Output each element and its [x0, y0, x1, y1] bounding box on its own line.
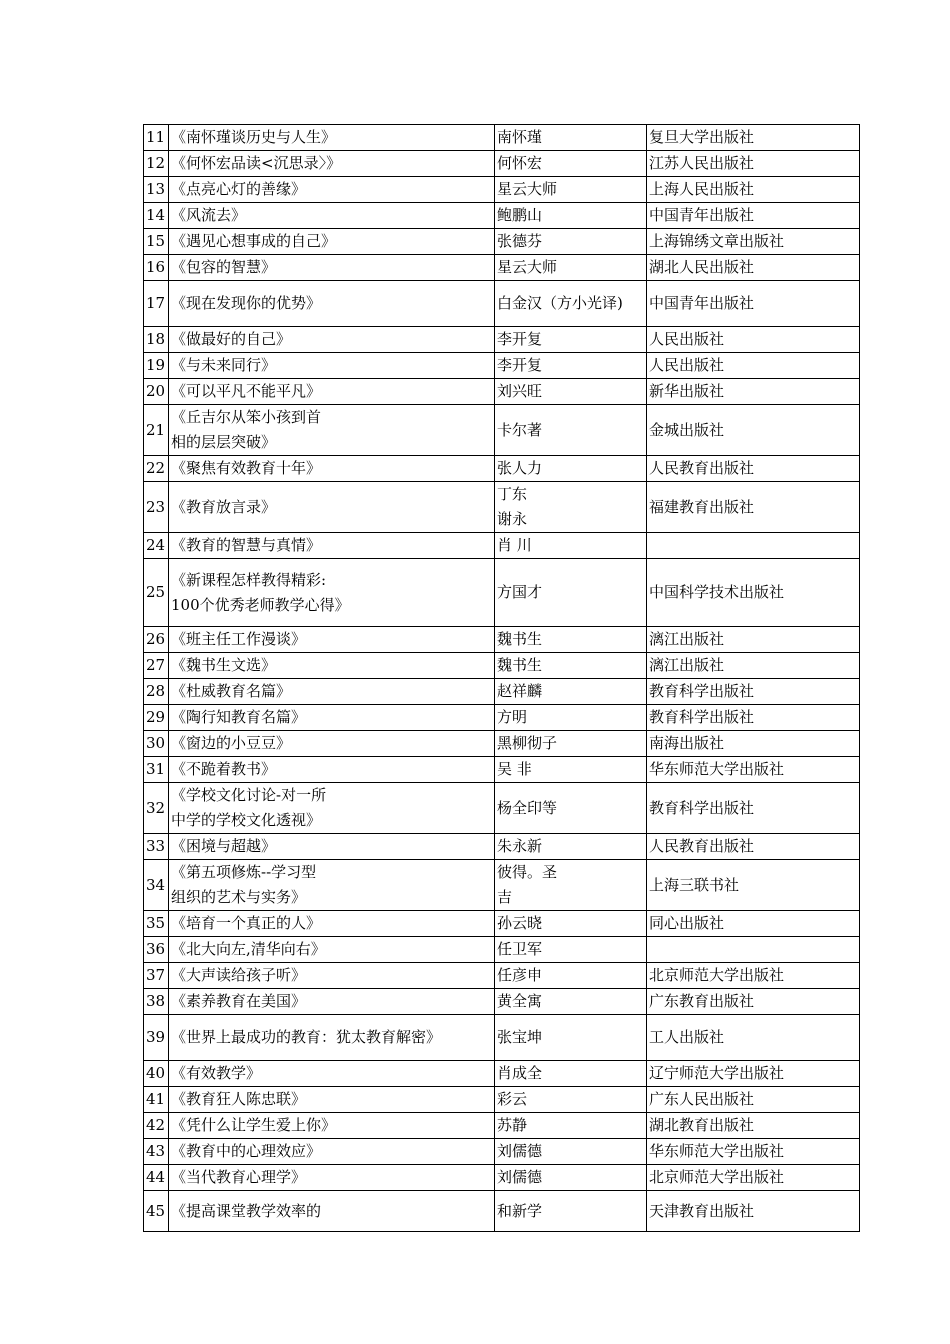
book-title: 《教育中的心理效应》: [169, 1139, 495, 1165]
book-title: 《提高课堂教学效率的: [169, 1191, 495, 1232]
book-author: 方国才: [495, 559, 647, 627]
book-list-body: [144, 125, 860, 1232]
book-number: 31: [144, 757, 169, 783]
table-row: [144, 989, 860, 1015]
book-title: 《有效教学》: [169, 1061, 495, 1087]
book-title: 《点亮心灯的善缘》: [169, 177, 495, 203]
book-publisher: 教育科学出版社: [647, 679, 860, 705]
book-number: 32: [144, 783, 169, 834]
book-publisher: 人民教育出版社: [647, 834, 860, 860]
book-author: 方明: [495, 705, 647, 731]
table-row: [144, 783, 860, 834]
book-author: 李开复: [495, 327, 647, 353]
book-number: 17: [144, 281, 169, 327]
book-author: 任彦申: [495, 963, 647, 989]
table-row: [144, 125, 860, 151]
book-author: 卡尔著: [495, 405, 647, 456]
book-author: 朱永新: [495, 834, 647, 860]
table-row: [144, 255, 860, 281]
book-title: 《新课程怎样教得精彩: 100个优秀老师教学心得》: [169, 559, 495, 627]
book-publisher: 工人出版社: [647, 1015, 860, 1061]
book-list-table: [143, 124, 860, 1232]
book-number: 26: [144, 627, 169, 653]
book-publisher: [647, 937, 860, 963]
table-row: [144, 203, 860, 229]
book-title: 《可以平凡不能平凡》: [169, 379, 495, 405]
table-row: [144, 705, 860, 731]
book-number: 41: [144, 1087, 169, 1113]
book-title: 《魏书生文选》: [169, 653, 495, 679]
book-publisher: 上海人民出版社: [647, 177, 860, 203]
book-number: 42: [144, 1113, 169, 1139]
book-number: 22: [144, 456, 169, 482]
table-row: [144, 1113, 860, 1139]
book-author: 刘兴旺: [495, 379, 647, 405]
book-publisher: 同心出版社: [647, 911, 860, 937]
book-number: 15: [144, 229, 169, 255]
book-author: 星云大师: [495, 177, 647, 203]
book-number: 12: [144, 151, 169, 177]
table-row: [144, 151, 860, 177]
book-number: 21: [144, 405, 169, 456]
book-title: 《南怀瑾谈历史与人生》: [169, 125, 495, 151]
book-author: 彼得。圣 吉: [495, 860, 647, 911]
table-row: [144, 911, 860, 937]
book-publisher: 漓江出版社: [647, 653, 860, 679]
book-author: 张人力: [495, 456, 647, 482]
book-author: 肖成全: [495, 1061, 647, 1087]
table-row: [144, 379, 860, 405]
book-number: 24: [144, 533, 169, 559]
book-publisher: 中国青年出版社: [647, 281, 860, 327]
book-author: 丁东 谢永: [495, 482, 647, 533]
book-publisher: 福建教育出版社: [647, 482, 860, 533]
book-author: 星云大师: [495, 255, 647, 281]
table-row: [144, 1015, 860, 1061]
book-author: 刘儒德: [495, 1139, 647, 1165]
book-author: 苏静: [495, 1113, 647, 1139]
book-title: 《北大向左,清华向右》: [169, 937, 495, 963]
book-title: 《杜威教育名篇》: [169, 679, 495, 705]
book-author: 魏书生: [495, 653, 647, 679]
book-number: 27: [144, 653, 169, 679]
book-title: 《困境与超越》: [169, 834, 495, 860]
book-number: 36: [144, 937, 169, 963]
book-author: 肖 川: [495, 533, 647, 559]
book-author: 张宝坤: [495, 1015, 647, 1061]
book-publisher: [647, 533, 860, 559]
book-publisher: 教育科学出版社: [647, 705, 860, 731]
book-title: 《包容的智慧》: [169, 255, 495, 281]
book-number: 33: [144, 834, 169, 860]
book-title: 《教育的智慧与真情》: [169, 533, 495, 559]
book-publisher: 北京师范大学出版社: [647, 1165, 860, 1191]
book-publisher: 人民出版社: [647, 353, 860, 379]
book-title: 《风流去》: [169, 203, 495, 229]
book-publisher: 金城出版社: [647, 405, 860, 456]
book-publisher: 南海出版社: [647, 731, 860, 757]
book-publisher: 广东教育出版社: [647, 989, 860, 1015]
table-row: [144, 482, 860, 533]
book-title: 《丘吉尔从笨小孩到首 相的层层突破》: [169, 405, 495, 456]
book-title: 《第五项修炼--学习型 组织的艺术与实务》: [169, 860, 495, 911]
book-title: 《不跪着教书》: [169, 757, 495, 783]
book-title: 《窗边的小豆豆》: [169, 731, 495, 757]
book-title: 《做最好的自己》: [169, 327, 495, 353]
book-title: 《素养教育在美国》: [169, 989, 495, 1015]
book-title: 《学校文化讨论-对一所 中学的学校文化透视》: [169, 783, 495, 834]
book-number: 14: [144, 203, 169, 229]
book-publisher: 上海锦绣文章出版社: [647, 229, 860, 255]
book-number: 11: [144, 125, 169, 151]
table-row: [144, 834, 860, 860]
book-author: 魏书生: [495, 627, 647, 653]
book-publisher: 人民教育出版社: [647, 456, 860, 482]
table-row: [144, 533, 860, 559]
book-author: 和新学: [495, 1191, 647, 1232]
book-author: 杨全印等: [495, 783, 647, 834]
book-publisher: 中国科学技术出版社: [647, 559, 860, 627]
book-title: 《培育一个真正的人》: [169, 911, 495, 937]
book-author: 李开复: [495, 353, 647, 379]
book-title: 《陶行知教育名篇》: [169, 705, 495, 731]
book-number: 18: [144, 327, 169, 353]
book-author: 黑柳彻子: [495, 731, 647, 757]
book-number: 34: [144, 860, 169, 911]
book-publisher: 教育科学出版社: [647, 783, 860, 834]
table-row: [144, 559, 860, 627]
book-publisher: 人民出版社: [647, 327, 860, 353]
book-number: 28: [144, 679, 169, 705]
book-author: 南怀瑾: [495, 125, 647, 151]
book-title: 《大声读给孩子听》: [169, 963, 495, 989]
book-number: 30: [144, 731, 169, 757]
book-author: 张德芬: [495, 229, 647, 255]
book-publisher: 漓江出版社: [647, 627, 860, 653]
book-publisher: 辽宁师范大学出版社: [647, 1061, 860, 1087]
book-number: 37: [144, 963, 169, 989]
table-row: [144, 456, 860, 482]
book-title: 《何怀宏品读<沉思录〉》: [169, 151, 495, 177]
book-title: 《与未来同行》: [169, 353, 495, 379]
book-author: 孙云晓: [495, 911, 647, 937]
book-publisher: 湖北教育出版社: [647, 1113, 860, 1139]
table-row: [144, 627, 860, 653]
book-number: 19: [144, 353, 169, 379]
book-author: 吴 非: [495, 757, 647, 783]
book-title: 《世界上最成功的教育：犹太教育解密》: [169, 1015, 495, 1061]
table-row: [144, 327, 860, 353]
book-number: 23: [144, 482, 169, 533]
book-author: 赵祥麟: [495, 679, 647, 705]
book-number: 16: [144, 255, 169, 281]
table-row: [144, 757, 860, 783]
book-title: 《当代教育心理学》: [169, 1165, 495, 1191]
book-publisher: 中国青年出版社: [647, 203, 860, 229]
book-number: 39: [144, 1015, 169, 1061]
book-publisher: 湖北人民出版社: [647, 255, 860, 281]
table-row: [144, 353, 860, 379]
table-row: [144, 937, 860, 963]
table-row: [144, 405, 860, 456]
book-publisher: 华东师范大学出版社: [647, 757, 860, 783]
book-publisher: 华东师范大学出版社: [647, 1139, 860, 1165]
book-title: 《凭什么让学生爱上你》: [169, 1113, 495, 1139]
book-publisher: 天津教育出版社: [647, 1191, 860, 1232]
book-title: 《现在发现你的优势》: [169, 281, 495, 327]
book-number: 43: [144, 1139, 169, 1165]
book-author: 任卫军: [495, 937, 647, 963]
book-title: 《教育狂人陈忠联》: [169, 1087, 495, 1113]
book-title: 《遇见心想事成的自己》: [169, 229, 495, 255]
book-title: 《班主任工作漫谈》: [169, 627, 495, 653]
book-number: 40: [144, 1061, 169, 1087]
book-number: 25: [144, 559, 169, 627]
book-number: 38: [144, 989, 169, 1015]
book-number: 35: [144, 911, 169, 937]
book-publisher: 江苏人民出版社: [647, 151, 860, 177]
book-publisher: 新华出版社: [647, 379, 860, 405]
table-row: [144, 1191, 860, 1232]
book-number: 29: [144, 705, 169, 731]
table-row: [144, 281, 860, 327]
book-publisher: 北京师范大学出版社: [647, 963, 860, 989]
book-author: 彩云: [495, 1087, 647, 1113]
book-publisher: 广东人民出版社: [647, 1087, 860, 1113]
book-author: 何怀宏: [495, 151, 647, 177]
book-number: 44: [144, 1165, 169, 1191]
book-number: 45: [144, 1191, 169, 1232]
book-author: 鲍鹏山: [495, 203, 647, 229]
table-row: [144, 860, 860, 911]
book-title: 《教育放言录》: [169, 482, 495, 533]
table-row: [144, 1165, 860, 1191]
book-author: 白金汉（方小光译): [495, 281, 647, 327]
book-author: 刘儒德: [495, 1165, 647, 1191]
table-row: [144, 229, 860, 255]
table-row: [144, 1061, 860, 1087]
book-number: 20: [144, 379, 169, 405]
table-row: [144, 731, 860, 757]
book-number: 13: [144, 177, 169, 203]
book-author: 黄全寓: [495, 989, 647, 1015]
table-row: [144, 1139, 860, 1165]
table-row: [144, 1087, 860, 1113]
book-publisher: 复旦大学出版社: [647, 125, 860, 151]
table-row: [144, 963, 860, 989]
book-title: 《聚焦有效教育十年》: [169, 456, 495, 482]
table-row: [144, 177, 860, 203]
book-publisher: 上海三联书社: [647, 860, 860, 911]
table-row: [144, 653, 860, 679]
table-row: [144, 679, 860, 705]
